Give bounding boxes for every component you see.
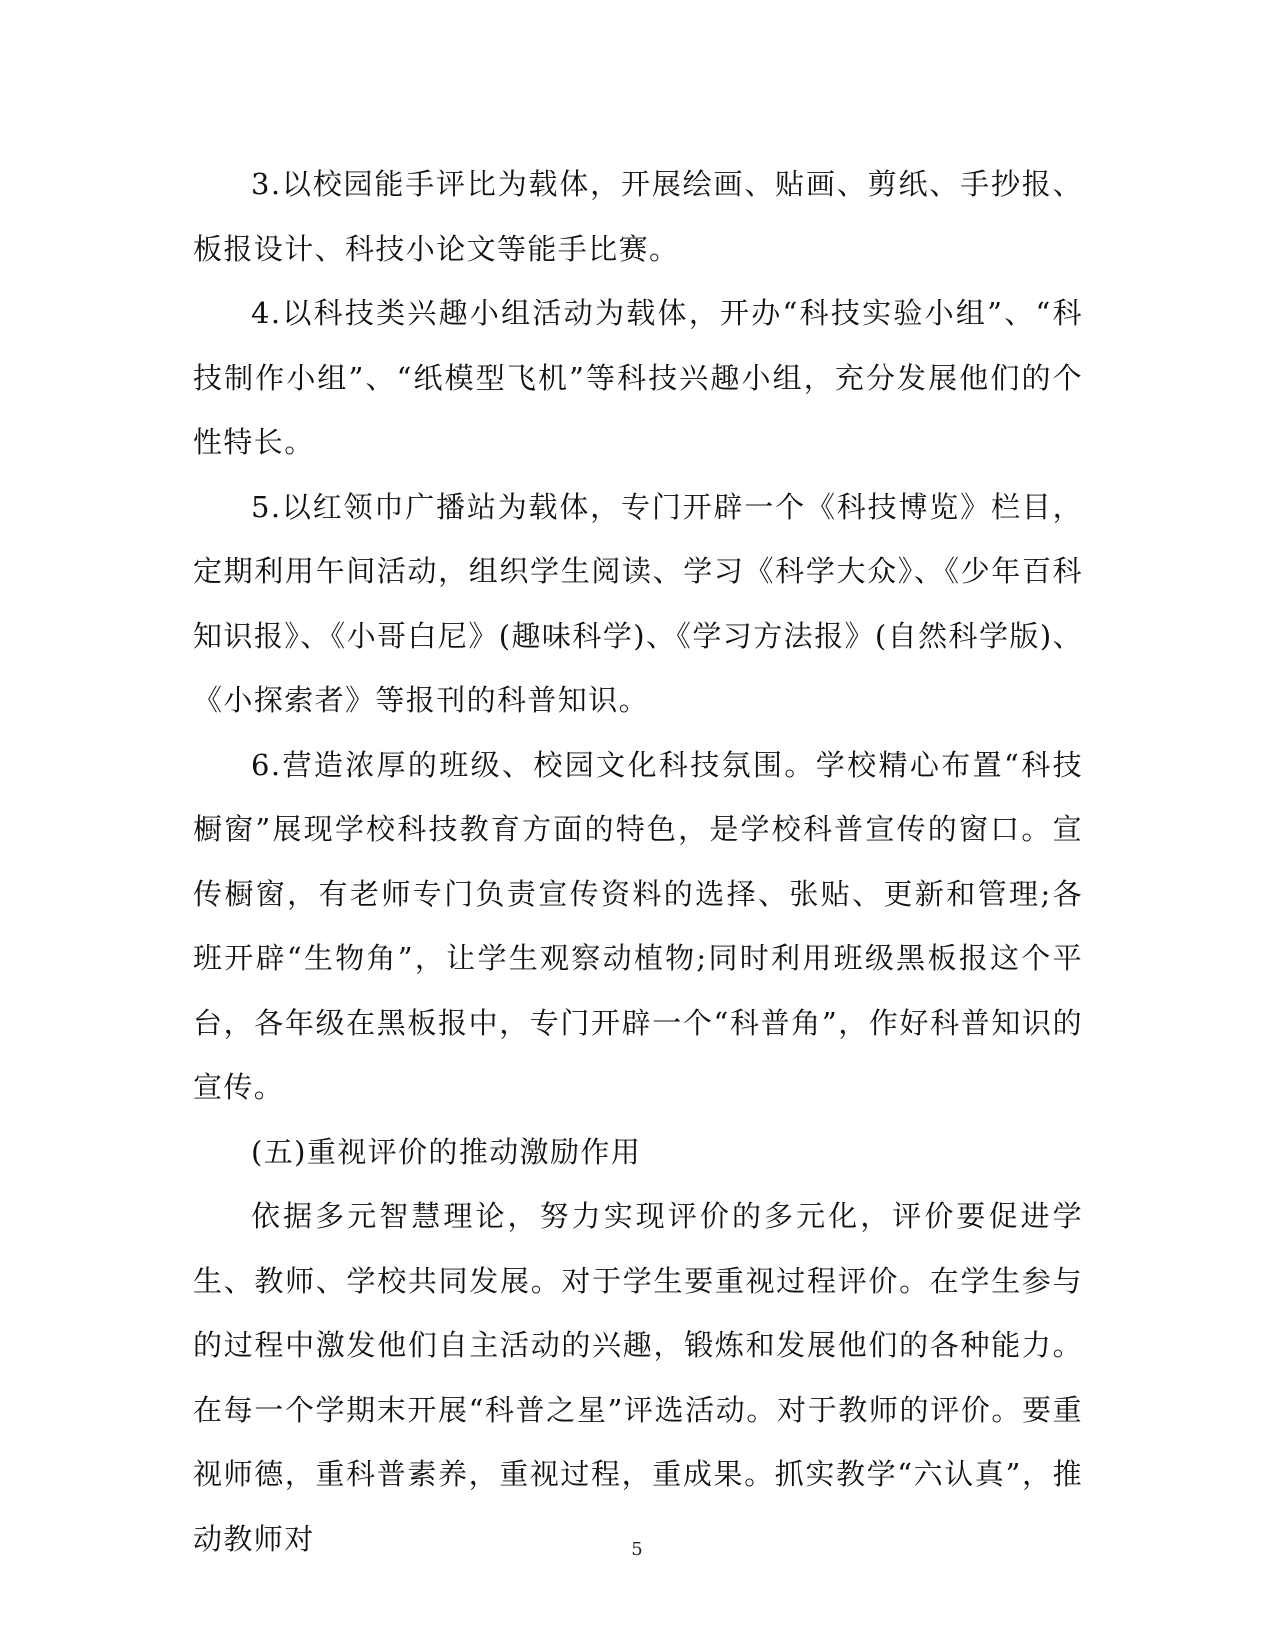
paragraph-item-3: 3.以校园能手评比为载体，开展绘画、贴画、剪纸、手抄报、板报设计、科技小论文等能手比赛。 xyxy=(193,167,1083,266)
paragraph-evaluation: 依据多元智慧理论，努力实现评价的多元化，评价要促进学生、教师、学校共同发展。对于学生要重视过程评价。在学生参与的过程中激发他们自主活动的兴趣，锻炼和发展他们的各种能力。在每一个学期末开展“科普之星”评选活动。对于教师的评价。要重视师德，重科普素养，重视过程，重成果。抓实教学“六认真”，推动教师对 xyxy=(193,1199,1083,1556)
paragraph-item-5: 5.以红领巾广播站为载体，专门开辟一个《科技博览》栏目，定期利用午间活动，组织学生阅读、学习《科学大众》、《少年百科知识报》、《小哥白尼》(趣味科学)、《学习方法报》(自然科学版)、《小探索者》等报刊的科普知识。 xyxy=(193,489,1083,717)
paragraph-item-6: 6.营造浓厚的班级、校园文化科技氛围。学校精心布置“科技橱窗”展现学校科技教育方面的特色，是学校科普宣传的窗口。宣传橱窗，有老师专门负责宣传资料的选择、张贴、更新和管理;各班开辟“生物角”，让学生观察动植物;同时利用班级黑板报这个平台，各年级在黑板报中，专门开辟一个“科普角”，作好科普知识的宣传。 xyxy=(193,747,1083,1104)
section-heading: (五)重视评价的推动激励作用 xyxy=(251,1134,642,1169)
paragraph-item-4: 4.以科技类兴趣小组活动为载体，开办“科技实验小组”、“科技制作小组”、“纸模型飞机”等科技兴趣小组，充分发展他们的个性特长。 xyxy=(193,296,1083,459)
document-body xyxy=(193,152,1083,1571)
page-number: 5 xyxy=(631,1539,643,1560)
